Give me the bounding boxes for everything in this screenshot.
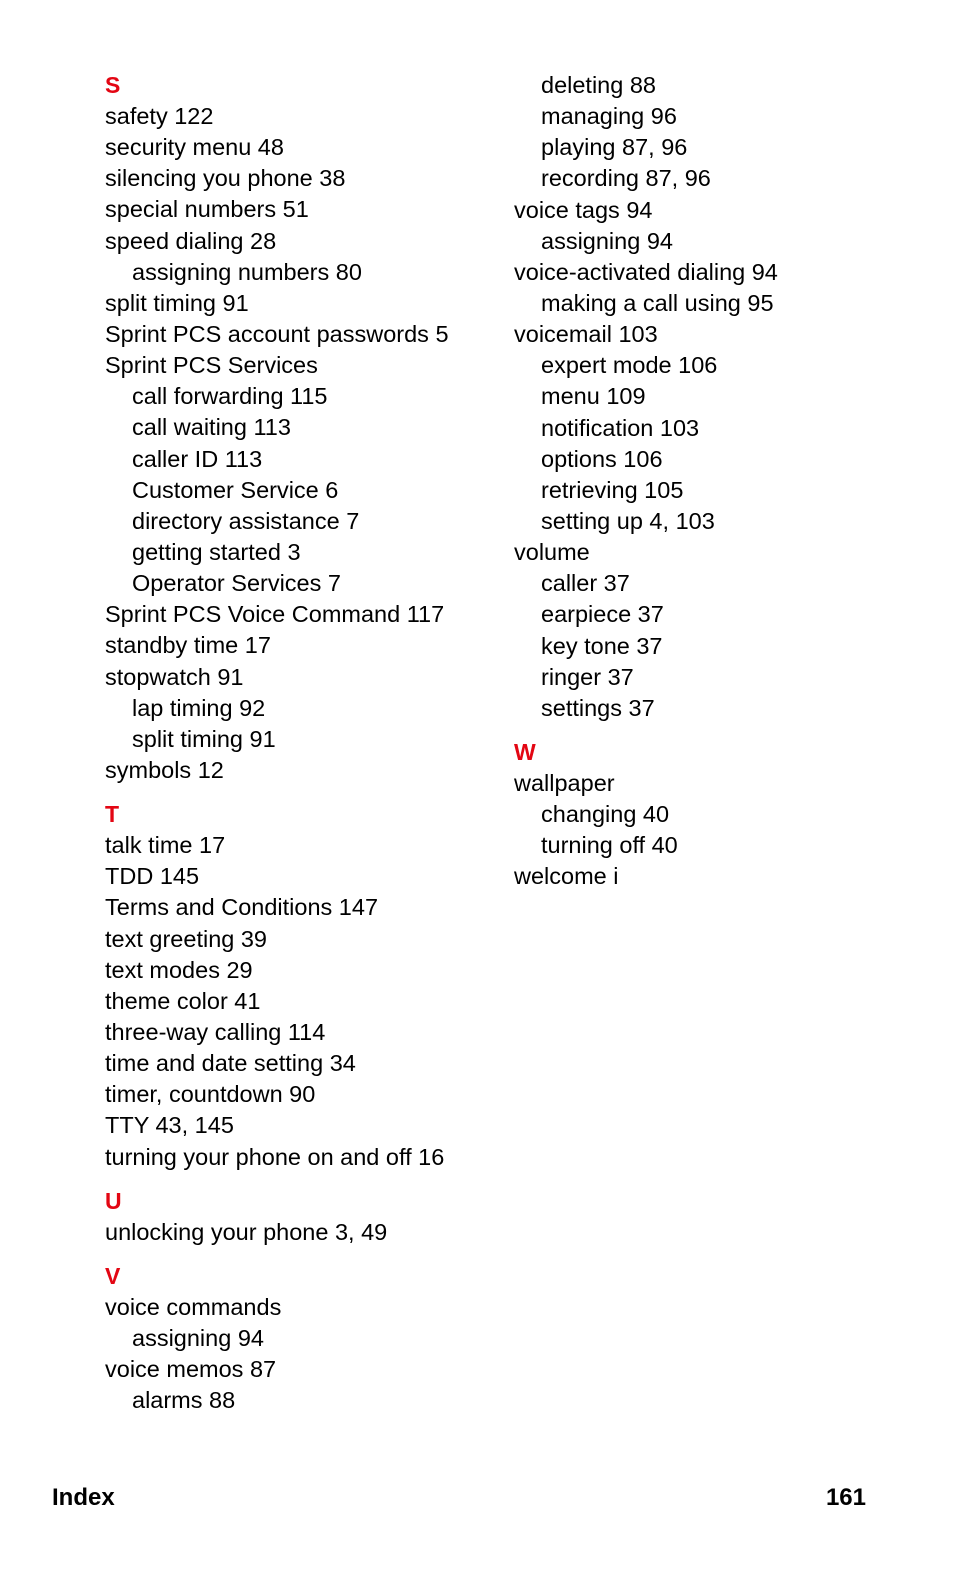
index-entry: theme color 41 <box>105 987 261 1014</box>
index-entry: TDD 145 <box>105 863 200 890</box>
index-subentry: earpiece 37 <box>541 601 664 628</box>
index-subentry: caller ID 113 <box>132 445 263 472</box>
index-subentry: getting started 3 <box>132 538 301 565</box>
index-subentry: menu 109 <box>541 383 646 410</box>
index-entry: Sprint PCS account passwords 5 <box>105 320 449 347</box>
index-subentry: changing 40 <box>541 801 670 828</box>
index-letter-heading: W <box>514 738 536 765</box>
index-entry: talk time 17 <box>105 832 226 859</box>
index-subentry: turning off 40 <box>541 832 678 859</box>
section-gap <box>514 724 914 737</box>
index-letter-heading: V <box>105 1262 121 1289</box>
index-subentry: caller 37 <box>541 570 630 597</box>
index-entry: voice memos 87 <box>105 1356 277 1383</box>
index-subentry: key tone 37 <box>541 632 663 659</box>
index-subentry: managing 96 <box>541 103 677 130</box>
index-entry: voice commands <box>105 1293 282 1320</box>
index-column-left <box>105 70 505 1416</box>
index-entry: wallpaper <box>514 769 615 796</box>
index-entry: unlocking your phone 3, 49 <box>105 1218 388 1245</box>
index-subentry: deleting 88 <box>541 72 656 98</box>
index-entry: standby time 17 <box>105 632 271 659</box>
index-entry: text modes 29 <box>105 956 253 983</box>
index-entry: welcome i <box>514 863 619 890</box>
index-subentry: alarms 88 <box>132 1387 236 1414</box>
section-gap <box>105 1173 505 1186</box>
index-subentry: directory assistance 7 <box>132 507 360 534</box>
index-entry: split timing 91 <box>105 289 249 316</box>
footer-section-title: Index <box>52 1484 115 1511</box>
index-subentry: lap timing 92 <box>132 694 266 721</box>
index-subentry: call waiting 113 <box>132 414 291 441</box>
index-subentry: assigning numbers 80 <box>132 258 362 285</box>
index-entry: voice-activated dialing 94 <box>514 258 778 285</box>
section-gap <box>105 1248 505 1261</box>
index-entry: security menu 48 <box>105 134 284 161</box>
index-subentry: playing 87, 96 <box>541 134 688 161</box>
index-entry: turning your phone on and off 16 <box>105 1143 445 1170</box>
index-subentry: making a call using 95 <box>541 289 774 316</box>
index-entry: three-way calling 114 <box>105 1018 326 1045</box>
index-subentry: call forwarding 115 <box>132 383 328 410</box>
index-entry: Sprint PCS Services <box>105 352 318 379</box>
index-entry: special numbers 51 <box>105 196 309 223</box>
index-entry: safety 122 <box>105 103 214 129</box>
index-entry: Sprint PCS Voice Command 117 <box>105 601 445 628</box>
index-entry: voicemail 103 <box>514 321 658 348</box>
section-gap <box>105 786 505 799</box>
index-subentry: split timing 91 <box>132 725 276 752</box>
index-column-right <box>514 70 914 893</box>
index-letter-heading: T <box>105 801 120 828</box>
index-entry: timer, countdown 90 <box>105 1081 316 1108</box>
index-subentry: ringer 37 <box>541 663 634 690</box>
index-subentry: Customer Service 6 <box>132 476 339 503</box>
index-subentry: notification 103 <box>541 414 700 441</box>
index-entry: stopwatch 91 <box>105 663 244 690</box>
index-entry: volume <box>514 539 590 566</box>
index-letter-heading: S <box>105 72 121 98</box>
index-subentry: assigning 94 <box>541 227 673 254</box>
index-entry: text greeting 39 <box>105 925 267 952</box>
index-subentry: Operator Services 7 <box>132 570 341 597</box>
index-subentry: options 106 <box>541 445 663 472</box>
index-letter-heading: U <box>105 1187 122 1214</box>
index-subentry: settings 37 <box>541 694 655 721</box>
index-subentry: setting up 4, 103 <box>541 507 715 534</box>
index-entry: TTY 43, 145 <box>105 1112 234 1139</box>
index-subentry: recording 87, 96 <box>541 165 711 192</box>
index-subentry: expert mode 106 <box>541 352 718 379</box>
index-subentry: assigning 94 <box>132 1324 264 1351</box>
index-entry: silencing you phone 38 <box>105 165 346 192</box>
index-entry: speed dialing 28 <box>105 227 277 254</box>
index-entry: Terms and Conditions 147 <box>105 894 379 921</box>
index-subentry: retrieving 105 <box>541 476 684 503</box>
index-entry: symbols 12 <box>105 756 224 783</box>
footer-page-number: 161 <box>825 1484 866 1511</box>
index-entry: voice tags 94 <box>514 196 653 223</box>
index-entry: time and date setting 34 <box>105 1050 356 1077</box>
